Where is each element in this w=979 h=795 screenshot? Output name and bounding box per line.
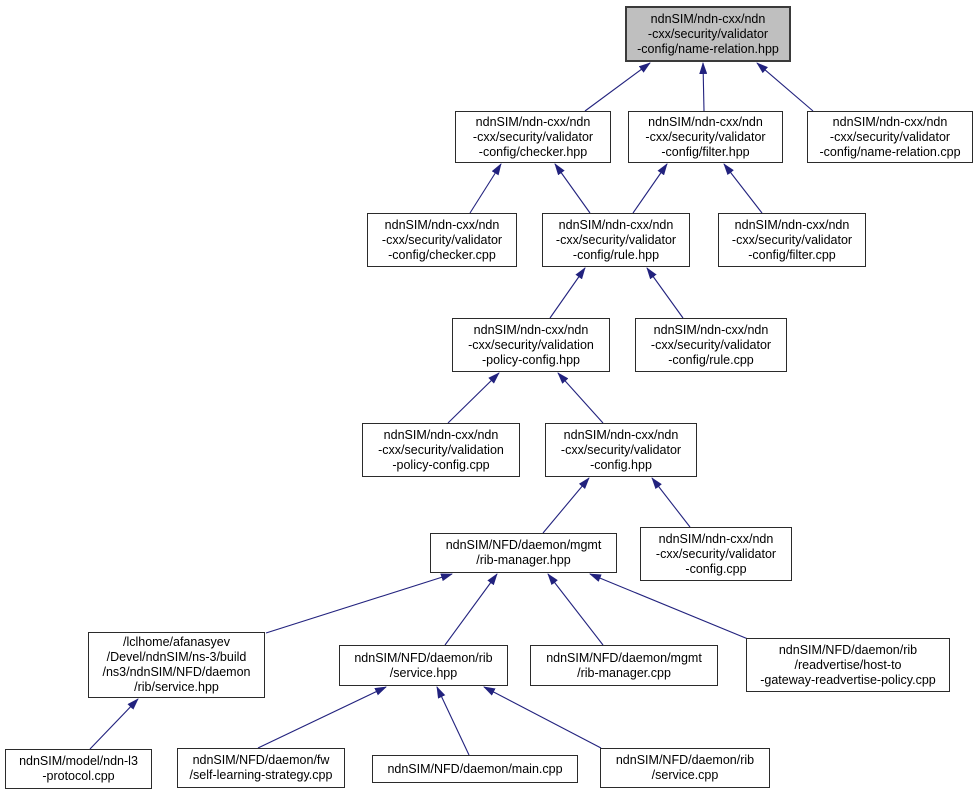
node-label-line: -cxx/security/validator — [472, 129, 594, 144]
edge-rule-hpp--filter-hpp — [633, 164, 667, 213]
edge-filter-hpp--name-relation-hpp — [703, 63, 704, 111]
edge-self-learning-strategy-cpp--service-hpp — [258, 687, 386, 748]
graph-node-filter-cpp[interactable] — [718, 213, 866, 267]
node-label-line: -config/name-relation.cpp — [819, 144, 961, 159]
node-label-line: ndnSIM/ndn-cxx/ndn — [558, 217, 674, 232]
graph-node-checker-hpp[interactable] — [455, 111, 611, 163]
graph-node-filter-hpp[interactable] — [628, 111, 783, 163]
graph-node-validation-policy-config-hpp[interactable] — [452, 318, 610, 372]
node-label-line: ndnSIM/NFD/daemon/main.cpp — [387, 761, 563, 776]
node-label-line: -cxx/security/validator — [381, 232, 503, 247]
node-label-line: ndnSIM/ndn-cxx/ndn — [734, 217, 850, 232]
edge-rule-cpp--rule-hpp — [647, 268, 683, 318]
edge-validation-policy-config-cpp--validation-policy-config-hpp — [448, 373, 499, 423]
graph-node-name-relation-cpp[interactable] — [807, 111, 973, 163]
node-label-line: -cxx/security/validation — [468, 337, 594, 352]
graph-node-lcl-service-hpp[interactable] — [88, 632, 265, 698]
graph-node-service-hpp[interactable] — [339, 645, 508, 686]
node-label-line: ndnSIM/NFD/daemon/fw — [192, 753, 330, 767]
node-label-line: /service.hpp — [389, 665, 458, 680]
graph-node-name-relation-hpp — [625, 6, 791, 62]
node-label-line: -protocol.cpp — [42, 769, 115, 783]
graph-node-rule-cpp[interactable] — [635, 318, 787, 372]
edge-rib-manager-hpp--validator-config-hpp — [543, 478, 589, 533]
node-label-line: ndnSIM/NFD/daemon/rib — [615, 753, 755, 767]
edge-checker-cpp--checker-hpp — [470, 164, 501, 213]
edge-rule-hpp--checker-hpp — [555, 164, 590, 213]
graph-node-self-learning-strategy-cpp[interactable] — [177, 748, 345, 788]
node-label-line: ndnSIM/NFD/daemon/rib — [778, 642, 918, 657]
node-label-line: /service.cpp — [651, 768, 719, 782]
node-label-line: -cxx/security/validator — [829, 129, 951, 144]
node-label-line: -gateway-readvertise-policy.cpp — [760, 672, 936, 687]
node-label-line: -config.hpp — [590, 457, 652, 472]
edge-checker-hpp--name-relation-hpp — [585, 63, 650, 111]
edge-service-cpp--service-hpp — [484, 687, 601, 748]
edge-filter-cpp--filter-hpp — [724, 164, 762, 213]
node-label-line: ndnSIM/model/ndn-l3 — [19, 754, 138, 768]
node-label-line: /Devel/ndnSIM/ns-3/build — [106, 650, 247, 664]
node-label-line: -policy-config.cpp — [392, 457, 490, 472]
graph-node-validator-config-cpp[interactable] — [640, 527, 792, 581]
node-label-line: /lclhome/afanasyev — [122, 635, 230, 649]
edge-lcl-service-hpp--rib-manager-hpp — [266, 574, 452, 633]
node-label-line: ndnSIM/NFD/daemon/rib — [354, 650, 493, 665]
node-label-line: ndnSIM/NFD/daemon/mgmt — [546, 650, 702, 665]
edge-validator-config-hpp--validation-policy-config-hpp — [558, 373, 603, 423]
graph-node-rule-hpp[interactable] — [542, 213, 690, 267]
node-label-line: -config.cpp — [685, 561, 747, 576]
node-label-line: -cxx/security/validator — [560, 442, 682, 457]
edge-validator-config-cpp--validator-config-hpp — [652, 478, 690, 527]
node-label-line: -cxx/security/validator — [650, 337, 772, 352]
node-label-line: -cxx/security/validator — [555, 232, 677, 247]
node-label-line: ndnSIM/ndn-cxx/ndn — [563, 427, 679, 442]
node-label-line: /ns3/ndnSIM/NFD/daemon — [102, 665, 251, 679]
node-label-line: ndnSIM/ndn-cxx/ndn — [383, 427, 499, 442]
edge-validation-policy-config-hpp--rule-hpp — [550, 268, 585, 318]
graph-node-rib-manager-cpp[interactable] — [530, 645, 718, 686]
node-label-line: ndnSIM/NFD/daemon/mgmt — [445, 538, 602, 552]
node-label-line: ndnSIM/ndn-cxx/ndn — [832, 114, 948, 129]
node-label-line: -config/rule.cpp — [668, 352, 754, 367]
edge-host-to-gateway-readvertise-policy-cpp--rib-manager-hpp — [590, 574, 748, 639]
node-label-line: /rib/service.hpp — [134, 680, 219, 694]
node-label-line: -cxx/security/validator — [647, 26, 769, 41]
node-label-line: ndnSIM/ndn-cxx/ndn — [650, 11, 766, 26]
graph-node-service-cpp[interactable] — [600, 748, 770, 788]
graph-node-ndn-l3-protocol-cpp[interactable] — [5, 749, 152, 789]
node-label-line: ndnSIM/ndn-cxx/ndn — [473, 322, 589, 337]
edge-main-cpp--service-hpp — [437, 687, 469, 755]
edge-service-hpp--rib-manager-hpp — [445, 574, 497, 645]
node-label-line: -config/name-relation.hpp — [637, 41, 779, 56]
graph-node-validator-config-hpp[interactable] — [545, 423, 697, 477]
node-label-line: -config/checker.cpp — [388, 247, 496, 262]
node-label-line: /readvertise/host-to — [794, 657, 902, 672]
node-label-line: /self-learning-strategy.cpp — [189, 768, 333, 782]
node-label-line: -cxx/security/validator — [655, 546, 777, 561]
node-label-line: -config/checker.hpp — [478, 144, 588, 159]
node-label-line: ndnSIM/ndn-cxx/ndn — [658, 531, 774, 546]
node-label-line: -policy-config.hpp — [482, 352, 580, 367]
node-label-line: ndnSIM/ndn-cxx/ndn — [653, 322, 769, 337]
node-label-line: -config/filter.cpp — [748, 247, 836, 262]
graph-node-host-to-gateway-readvertise-policy-cpp[interactable] — [746, 638, 950, 692]
node-label-line: -cxx/security/validator — [645, 129, 766, 144]
graph-node-validation-policy-config-cpp[interactable] — [362, 423, 520, 477]
edge-name-relation-cpp--name-relation-hpp — [757, 63, 813, 111]
graph-node-rib-manager-hpp[interactable] — [430, 533, 617, 573]
edge-ndn-l3-protocol-cpp--lcl-service-hpp — [90, 699, 138, 749]
node-label-line: /rib-manager.hpp — [476, 553, 571, 567]
graph-node-checker-cpp[interactable] — [367, 213, 517, 267]
node-label-line: -cxx/security/validation — [378, 442, 504, 457]
node-label-line: ndnSIM/ndn-cxx/ndn — [384, 217, 500, 232]
graph-node-main-cpp[interactable] — [372, 755, 578, 783]
node-label-line: ndnSIM/ndn-cxx/ndn — [475, 114, 591, 129]
edge-rib-manager-cpp--rib-manager-hpp — [548, 574, 603, 645]
node-label-line: /rib-manager.cpp — [577, 665, 671, 680]
node-label-line: -config/filter.hpp — [661, 144, 750, 159]
node-label-line: -config/rule.hpp — [572, 247, 660, 262]
node-label-line: -cxx/security/validator — [731, 232, 853, 247]
node-label-line: ndnSIM/ndn-cxx/ndn — [648, 114, 763, 129]
